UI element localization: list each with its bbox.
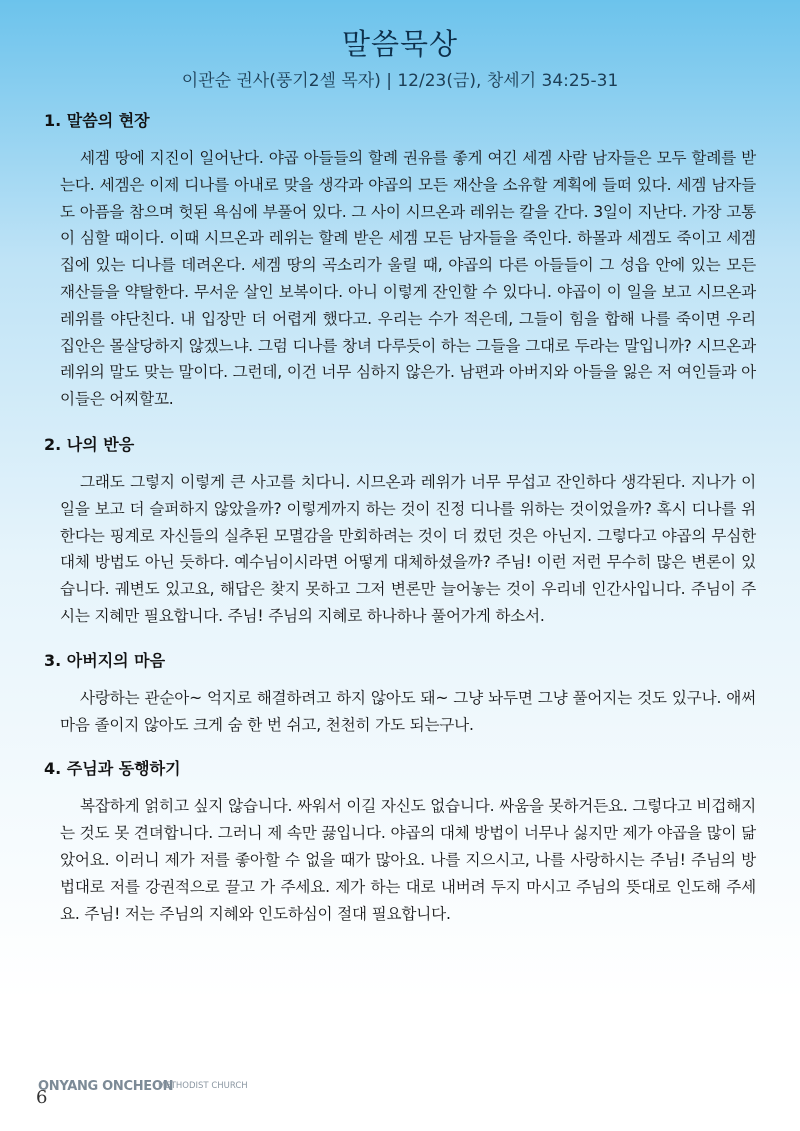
section-body: 그래도 그렇지 이렇게 큰 사고를 치다니. 시므온과 레위가 너무 무섭고 잔인하다 생각된다. 지나가 이 일을 보고 더 슬퍼하지 않았을까? 이렇게까지 하는 것이 진정 디나를 위하는 것이었을까? 혹시 디나를 위한다는 핑계로 자신들의 실추된 모멸감을 만회하려는 것이 더 컸던 것은 아닌지. 그렇다고 야곱의 무심한 대체 방법도 아닌 듯하다. 예수님이시라면 어떻게 대체하셨을까? 주님! 이런 저런 무수히 많은 변론이 있습니다. 궤변도 있고요, 해답은 찾지 못하고 그저 변론만 늘어놓는 것이 우리네 인간사입니다. 주님이 주시는 지혜만 필요합니다. 주님! 주님의 지혜로 하나하나 풀어가게 하소서. [60, 472, 756, 625]
section-my-response [40, 434, 756, 630]
section-word-scene [40, 110, 756, 413]
church-logo-name: ONYANG ONCHEON [38, 1079, 174, 1094]
section-fathers-heart [40, 650, 756, 739]
section-walk-with-lord [40, 758, 756, 927]
section-title: 2. 나의 반응 [44, 434, 135, 454]
page-header [0, 0, 800, 100]
section-body: 복잡하게 얽히고 싶지 않습니다. 싸워서 이길 자신도 없습니다. 싸움을 못하거든요. 그렇다고 비겁해지는 것도 못 견뎌합니다. 그러니 제 속만 끓입니다. 야곱의 대체 방법이 너무나 싫지만 제가 야곱을 많이 닮았어요. 이러니 제가 저를 좋아할 수 없을 때가 많아요. 나를 지으시고, 나를 사랑하시는 주님! 주님의 방법대로 저를 강권적으로 끌고 가 주세요. 제가 하는 대로 내버려 두지 마시고 주님의 뜻대로 인도해 주세요. 주님! 저는 주님의 지혜와 인도하심이 절대 필요합니다. [60, 797, 757, 923]
page-number: 6 [36, 1087, 48, 1108]
page-subtitle: 이관순 권사(풍기2셀 목자) | 12/23(금), 창세기 34:25-31 [181, 71, 619, 91]
section-title: 4. 주님과 동행하기 [44, 759, 181, 779]
section-title: 1. 말씀의 현장 [44, 111, 150, 130]
article-content [40, 110, 756, 927]
page-title: 말씀묵상 [341, 27, 459, 61]
section-title: 3. 아버지의 마음 [44, 650, 166, 670]
church-logo-subtitle: METHODIST CHURCH [158, 1081, 248, 1091]
section-body: 세겜 땅에 지진이 일어난다. 야곱 아들들의 할례 권유를 좋게 여긴 세겜 사람 남자들은 모두 할례를 받는다. 세겜은 이제 디나를 아내로 맞을 생각과 야곱의 모든 재산을 소유할 계획에 들떠 있다. 세겜 남자들도 아픔을 참으며 헛된 욕심에 부풀어 있다. 그 사이 시므온과 레위는 칼을 간다. 3일이 지난다. 가장 고통이 심할 때이다. 이때 시므온과 레위는 할례 받은 세겜 모든 남자들을 죽인다. 하몰과 세겜도 죽이고 세겜 집에 있는 디나를 데려온다. 세겜 땅의 곡소리가 울릴 때, 야곱의 다른 아들들이 그 성읍 안에 있는 모든 재산들을 약탈한다. 무서운 살인 보복이다. 아니 이렇게 잔인할 수 있다니. 야곱이 이 일을 보고 시므온과 레위를 야단친다. 내 입장만 더 어렵게 했다고. 우리는 수가 적은데, 그들이 힘을 합해 나를 죽이면 우리 집안은 몰살당하지 않겠느냐. 그럼 디나를 창녀 다루듯이 하는 그들을 그대로 두라는 말입니까? 시므온과 레위의 말도 맞는 말이다. 그런데, 이건 너무 심하지 않은가. 남편과 아버지와 아들을 잃은 저 여인들과 아이들은 어찌할꼬. [60, 149, 756, 409]
section-body: 사랑하는 관순아~ 억지로 해결하려고 하지 않아도 돼~ 그냥 놔두면 그냥 풀어지는 것도 있구나. 애써 마음 졸이지 않아도 크게 숨 한 번 쉬고, 천천히 가도 되는구나. [60, 688, 756, 734]
